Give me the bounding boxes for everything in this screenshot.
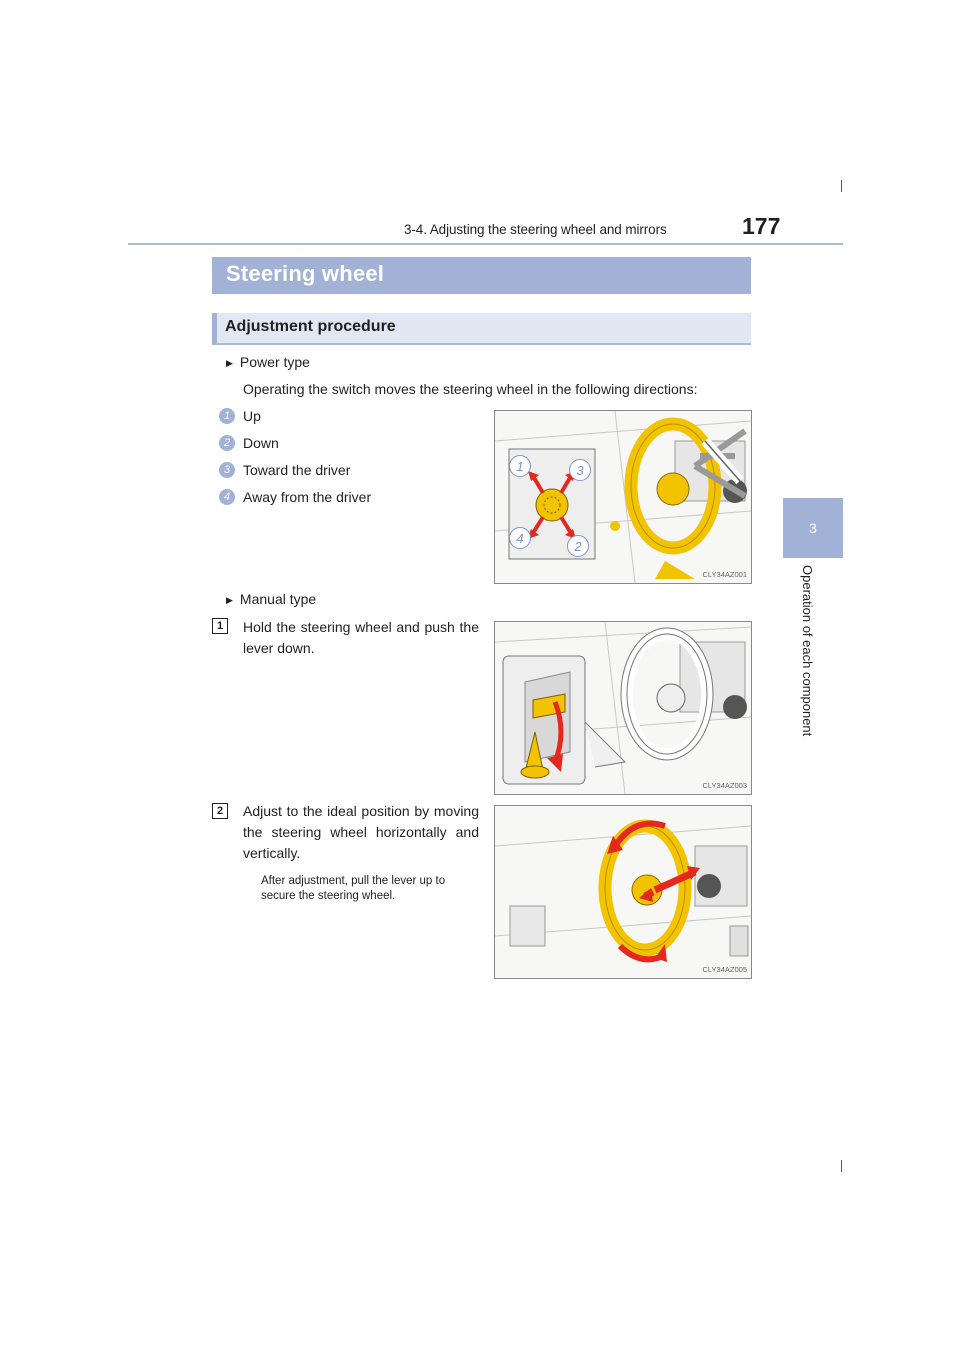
direction-label: Up bbox=[243, 408, 261, 424]
figure-code: CLY34AZ005 bbox=[702, 965, 747, 974]
figure-callout: 3 bbox=[569, 459, 591, 481]
chapter-title: Operation of each component bbox=[800, 565, 815, 737]
subsection-heading-text: Adjustment procedure bbox=[225, 318, 396, 335]
figure-callout: 2 bbox=[567, 535, 589, 557]
section-heading-text: Steering wheel bbox=[226, 261, 385, 286]
figure-code: CLY34AZ003 bbox=[702, 781, 747, 790]
crop-mark-bottom bbox=[841, 1160, 842, 1172]
triangle-bullet-icon: ▶ bbox=[226, 358, 233, 368]
running-header: 3-4. Adjusting the steering wheel and mirrors bbox=[404, 222, 667, 237]
crop-mark-top bbox=[841, 180, 842, 192]
direction-number: 1 bbox=[219, 408, 235, 424]
chapter-tab bbox=[783, 498, 843, 558]
step-text: Hold the steering wheel and push the lever down. bbox=[243, 619, 479, 656]
page-number: 177 bbox=[742, 213, 781, 239]
steering-adjust-illustration bbox=[495, 806, 751, 978]
steering-lever-illustration bbox=[495, 622, 751, 794]
figure-adjust-position bbox=[494, 805, 752, 979]
steering-wheel-power-illustration bbox=[495, 411, 751, 583]
step-number: 1 bbox=[212, 618, 228, 634]
step-note: After adjustment, pull the lever up to secure the steering wheel. bbox=[261, 875, 446, 902]
subsection-heading bbox=[212, 313, 751, 345]
direction-number: 4 bbox=[219, 489, 235, 505]
figure-callout: 4 bbox=[509, 527, 531, 549]
step-text: Adjust to the ideal position by moving the steering wheel horizontally and vertically. bbox=[243, 803, 479, 861]
power-type-intro: Operating the switch moves the steering wheel in the following directions: bbox=[243, 381, 698, 397]
chapter-title-vertical bbox=[797, 565, 817, 765]
direction-label: Down bbox=[243, 435, 279, 451]
figure-release-lever bbox=[494, 621, 752, 795]
direction-number: 3 bbox=[219, 462, 235, 478]
step-number: 2 bbox=[212, 803, 228, 819]
triangle-bullet-icon: ▶ bbox=[226, 595, 233, 605]
figure-callout: 1 bbox=[509, 455, 531, 477]
direction-label: Away from the driver bbox=[243, 489, 372, 505]
direction-label: Toward the driver bbox=[243, 462, 351, 478]
figure-power-tilt-switch bbox=[494, 410, 752, 584]
direction-number: 2 bbox=[219, 435, 235, 451]
chapter-number: 3 bbox=[809, 520, 817, 536]
header-rule bbox=[128, 243, 843, 245]
manual-type-label: ▶ Manual type bbox=[226, 591, 317, 607]
figure-code: CLY34AZ001 bbox=[702, 570, 747, 579]
power-type-label: ▶ Power type bbox=[226, 354, 310, 370]
section-heading bbox=[212, 257, 751, 294]
subsection-accent-bar bbox=[212, 313, 217, 345]
